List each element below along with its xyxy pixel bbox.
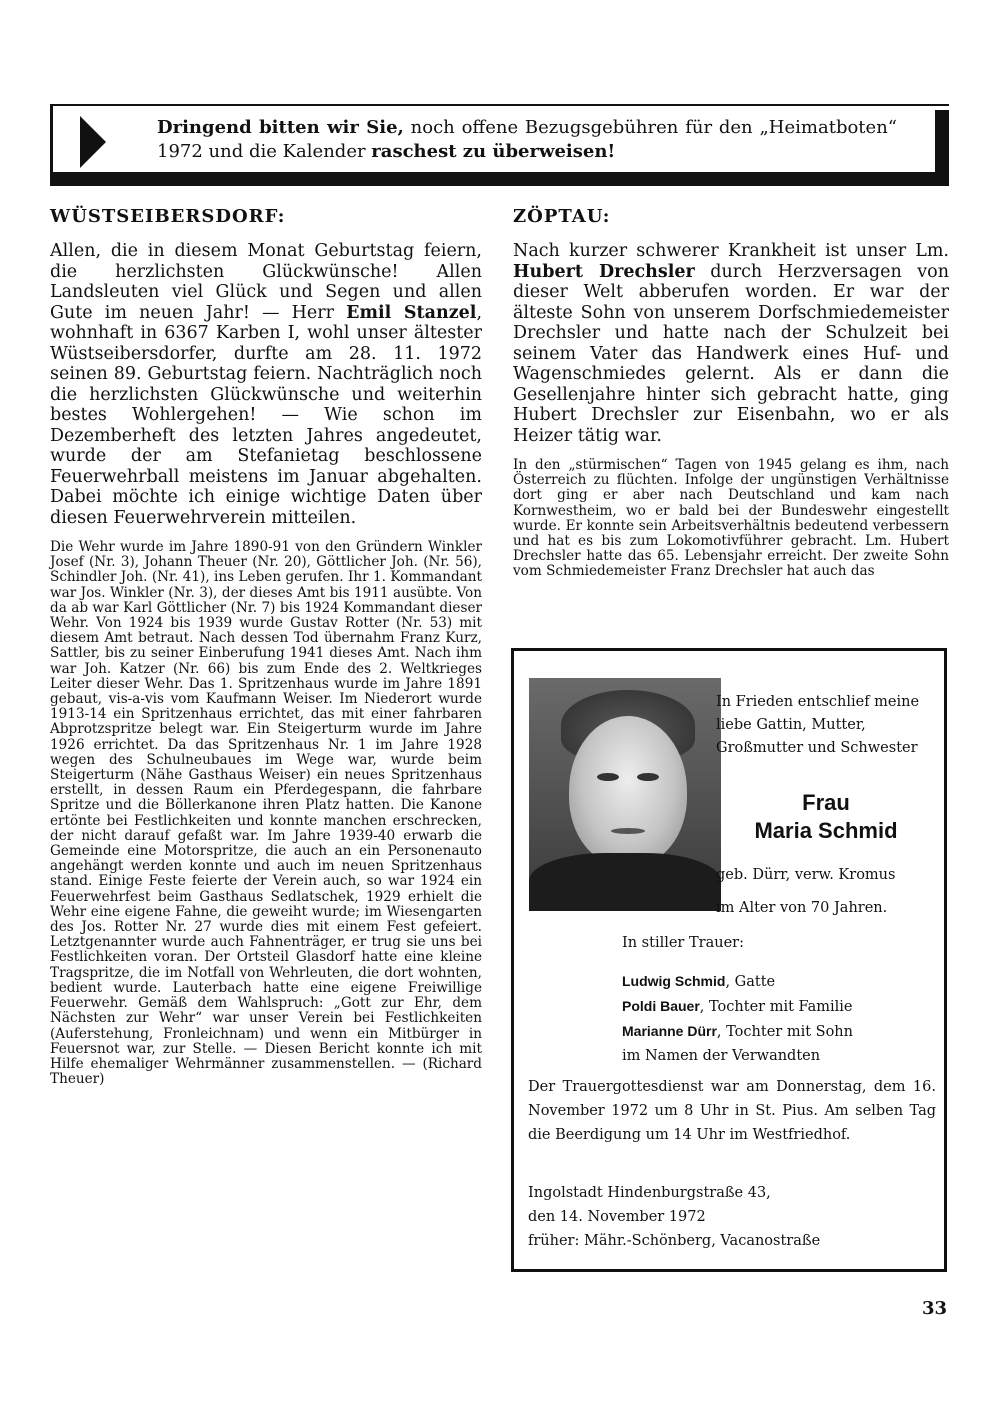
wuestseibersdorf-greetings bbox=[50, 241, 482, 528]
fire-brigade-history: Die Wehr wurde im Jahre 1890-91 von den Gründern Winkler Josef (Nr. 3), Johann Theuer (Nr. 20), Göttlicher Joh. (Nr. 56), Schindler Joh. (Nr. 41), ins Leben gerufen. Ihr 1. Kommandant war Jos. Winkler (Nr. 3), der dieses Amt bis 1911 ausübte. Von da ab war Karl Göttlicher (Nr. 7) bis 1924 Kommandant dieser Wehr. Von 1924 bis 1939 wurde Gustav Rotter (Nr. 53) mit diesem Amt betraut. Nach dessen Tod übernahm Franz Kurz, Sattler, bis zu seiner Einberufung 1941 dieses Amt. Nach ihm war Joh. Katzer (Nr. 66) bis zum Ende des 2. Weltkrieges Leiter dieser Wehr. Das 1. Spritzenhaus wurde im Jahre 1891 gebaut, vis-a-vis vom Kaufmann Weiser. Im Niederort wurde 1913-14 ein Spritzenhaus errichtet, das mit einer fahrbaren Abprotzspritze belegt war. Ein Steigerturm wurde im Jahre 1926 errichtet. Da das Spritzenhaus Nr. 1 im Jahre 1928 wegen des Schulneubaues im Wege war, wurde beim Steigerturm (Nähe Gasthaus Weiser) ein neues Spritzenhaus erstellt, in dessen Raum ein Pferdegespann, die fahrbare Spritze und die Böllerkanone ihren Platz hatten. Die Kanone ertönte bei Festlichkeiten und konnte manchen erschrecken, der nicht darauf gefaßt war. Im Jahre 1939-40 erwarb die Gemeinde eine Motorspritze, die auch an ein Personenauto angehängt werden konnte und auch im neuen Spritzenhaus stand. Einige Feste feierte der Verein auch, so war 1924 ein Feuerwehrfest beim Gasthaus Sedlatschek, 1929 erhielt die Wehr eine eigene Fahne, die geweiht wurde; im Wiesengarten des Jos. Rotter Nr. 27 wurde dies mit einem Fest gefeiert. Letztgenannter wurde auch Fahnenträger, er trug sie uns bei Festlichkeiten voran. Der Ortsteil Glasdorf hatte eine kleine Tragspritze, die im Notfall von Wehrleuten, die dort wohnten, bedient wurde. Lauterbach hatte eine eigene Freiwillige Feuerwehr. Gemäß dem Wahlspruch: „Gott zur Ehr, dem Nächsten zur Wehr“ war unser Verein bei Festlichkeiten (Auferstehung, Fronleichnam) und wenn ein Mitbürger in Feuersnot war, zur Stelle. — Diesen Bericht konnte ich mit Hilfe ehemaliger Wehrmänner zusammenstellen. — (Richard Theuer) bbox=[50, 539, 482, 1088]
mourner-relation: , Tochter mit Sohn bbox=[716, 1024, 853, 1040]
greetings-text-a: Allen, die in diesem Monat Geburtstag feiern, die herzlichsten Glückwünsche! Allen Landsleuten viel Glück und Segen und allen Gute im neuen Jahr! — Herr bbox=[50, 241, 482, 323]
address-line-3: früher: Mähr.-Schönberg, Vacanostraße bbox=[528, 1233, 821, 1249]
mourners-list bbox=[622, 969, 932, 1068]
obituary-age: im Alter von 70 Jahren. bbox=[716, 900, 888, 916]
arrow-right-icon bbox=[80, 116, 106, 168]
obituary-intro: In Frieden entschlief meine liebe Gattin, Mutter, Großmutter und Schwester bbox=[716, 694, 920, 756]
greetings-person-name: Emil Stanzel bbox=[346, 302, 477, 323]
notice-border-bottom bbox=[50, 172, 949, 186]
obituary-geb: geb. Dürr, verw. Kromus bbox=[716, 867, 896, 883]
portrait-photo bbox=[529, 678, 721, 911]
notice-text bbox=[157, 116, 897, 164]
mourner-name: Poldi Bauer bbox=[622, 998, 700, 1014]
mourners-tail: im Namen der Verwandten bbox=[622, 1048, 821, 1064]
obituary-title: Frau bbox=[802, 790, 850, 815]
mourner-name: Marianne Dürr bbox=[622, 1023, 717, 1039]
zoeptau-obituary-text bbox=[513, 241, 949, 446]
notice-text-mid: noch offene Bezugsgebühren für den „Heimatboten“ 1972 und die Kalender bbox=[157, 117, 897, 162]
zoeptau-continuation: In den „stürmischen“ Tagen von 1945 gelang es ihm, nach Österreich zu flüchten. Infolge der ungünstigen Verhältnisse dort ging er aber nach Deutschland und kam nach Kornwestheim, wo er bald bei der Bundeswehr eingestellt wurde. Er konnte sein Arbeitsverhältnis bedeutend verbessern und hat es bis zum Lokomotivführer gebracht. Lm. Hubert Drechsler hatte das 65. Lebensjahr erreicht. Der zweite Sohn vom Schmiedemeister Franz Drechsler hat auch das bbox=[513, 457, 949, 580]
payment-notice-box bbox=[50, 104, 949, 186]
section-heading-zoeptau: ZÖPTAU: bbox=[513, 206, 611, 227]
address-line-2: den 14. November 1972 bbox=[528, 1209, 706, 1225]
mourners-heading: In stiller Trauer: bbox=[622, 935, 744, 951]
mourner-name: Ludwig Schmid bbox=[622, 973, 726, 989]
mourner-item bbox=[622, 969, 932, 994]
address-line-1: Ingolstadt Hindenburgstraße 43, bbox=[528, 1185, 771, 1201]
notice-bold-tail: raschest zu überweisen! bbox=[371, 141, 616, 162]
obituary-address bbox=[528, 1181, 936, 1253]
obituary-deceased-name bbox=[716, 789, 936, 845]
zoeptau-person-name: Hubert Drechsler bbox=[513, 261, 695, 282]
obituary-birth-info bbox=[716, 859, 938, 925]
mourner-item bbox=[622, 994, 932, 1019]
funeral-service-info: Der Trauergottesdienst war am Donnerstag, dem 16. November 1972 um 8 Uhr in St. Pius. Am selben Tag die Beerdigung um 14 Uhr im Westfriedhof. bbox=[528, 1079, 936, 1143]
page-number: 33 bbox=[922, 1298, 948, 1319]
zoeptau-text-b: durch Herzversagen von dieser Welt abberufen worden. Er war der älteste Sohn von unserem Dorfschmiedemeister Drechsler und hatte nach der Schulzeit bei seinem Vater das Handwerk eines Huf- und Wagenschmiedes gelernt. Als er dann die Gesellenjahre hinter sich gebracht hatte, ging Hubert Drechsler zur Eisenbahn, wo er als Heizer tätig war. bbox=[513, 261, 949, 446]
obituary-notice bbox=[511, 648, 947, 1272]
notice-bold-lead: Dringend bitten wir Sie, bbox=[157, 117, 404, 138]
mourner-relation: , Tochter mit Familie bbox=[699, 999, 853, 1015]
mourner-relation: , Gatte bbox=[725, 974, 776, 990]
column-zoeptau bbox=[513, 206, 949, 580]
obituary-name: Maria Schmid bbox=[754, 818, 898, 843]
column-wuestseibersdorf bbox=[50, 206, 482, 1087]
notice-border-right bbox=[935, 110, 949, 174]
mourner-item bbox=[622, 1019, 932, 1044]
zoeptau-text-a: Nach kurzer schwerer Krankheit ist unser Lm. bbox=[513, 241, 949, 261]
section-heading-wuestseibersdorf: WÜSTSEIBERSDORF: bbox=[50, 206, 286, 227]
greetings-text-b: , wohnhaft in 6367 Karben I, wohl unser ältester Wüstseibersdorfer, durfte am 28. 11. 1972 seinen 89. Geburtstag feiern. Nachträglich noch die herzlichsten Glückwünsche und weiterhin bestes Wohlergehen! — Wie schon im Dezemberheft des letzten Jahres angedeutet, wurde der am Stefanietag beschlossene Feuerwehrball meistens im Januar abgehalten. Dabei möchte ich einige wichtige Daten über diesen Feuerwehrverein mitteilen. bbox=[50, 302, 483, 528]
